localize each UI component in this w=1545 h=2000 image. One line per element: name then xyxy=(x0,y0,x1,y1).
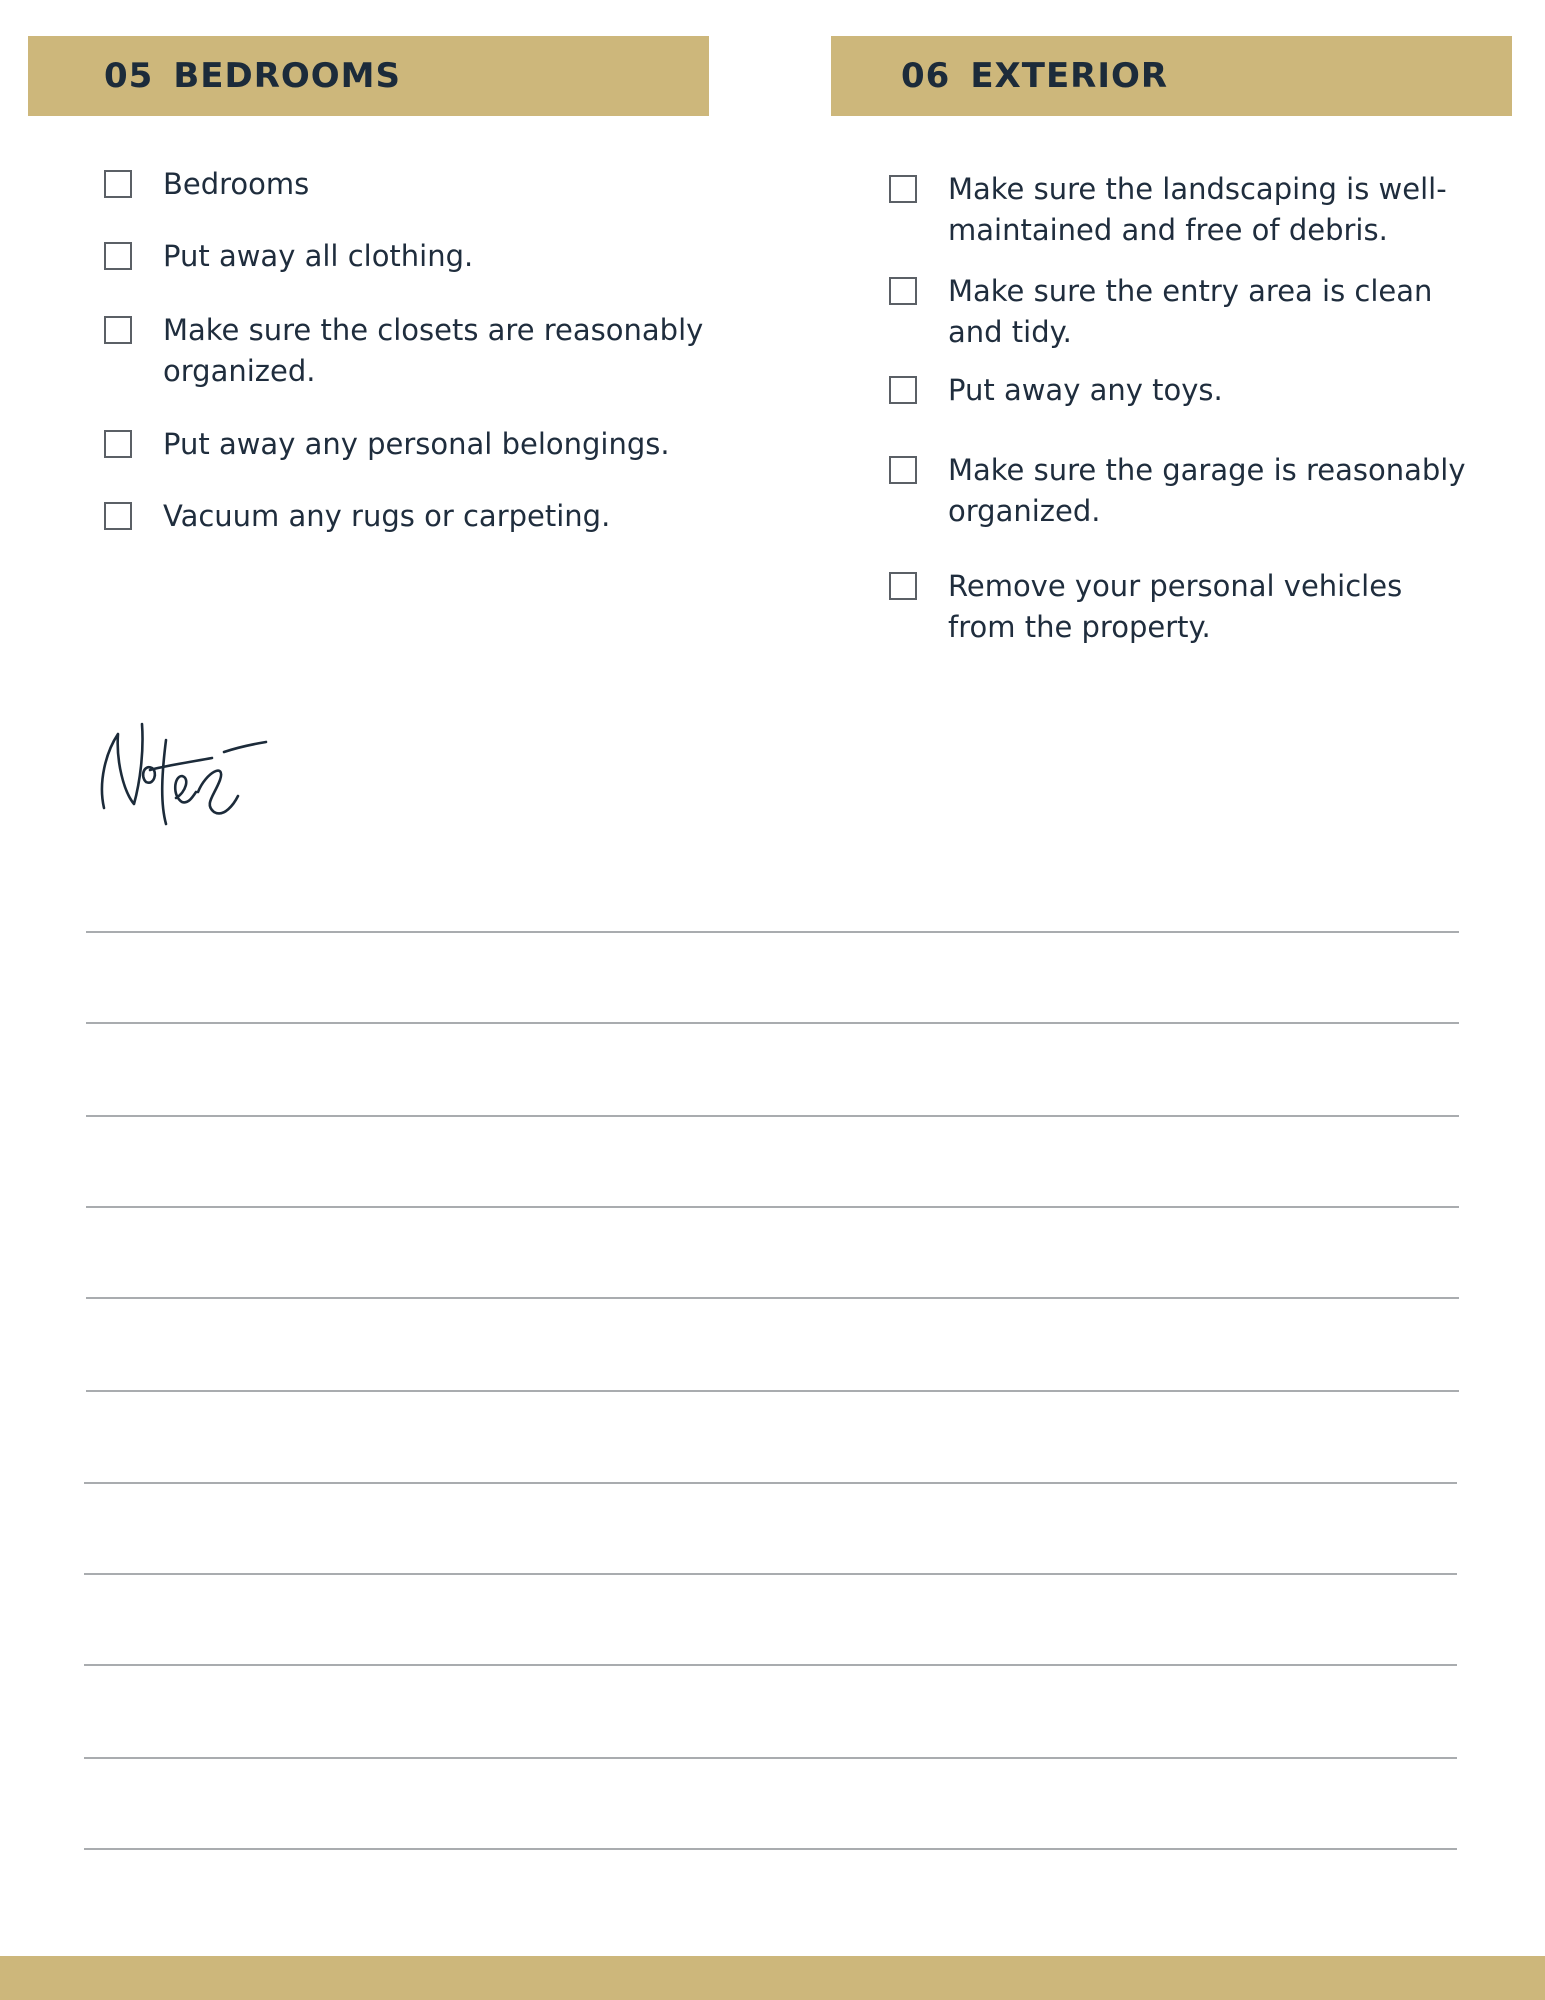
checklist-item-label: Make sure the entry area is clean and tidy. xyxy=(948,274,1433,349)
note-line xyxy=(84,1757,1457,1759)
checkbox[interactable] xyxy=(889,456,917,484)
checklist-item xyxy=(104,496,708,537)
checkbox[interactable] xyxy=(889,572,917,600)
checklist-item-label: Put away any personal belongings. xyxy=(163,427,670,461)
checkbox[interactable] xyxy=(104,170,132,198)
checklist-item xyxy=(104,424,708,465)
section-header-bedrooms xyxy=(28,36,709,116)
note-line xyxy=(84,1573,1457,1575)
checklist-item-label: Make sure the garage is reasonably organized. xyxy=(948,453,1466,528)
section-number: 05 xyxy=(104,56,154,96)
notes-title xyxy=(94,712,274,832)
checklist-item-label: Bedrooms xyxy=(163,167,310,201)
section-number: 06 xyxy=(901,56,951,96)
checkbox[interactable] xyxy=(889,277,917,305)
note-line xyxy=(84,1664,1457,1666)
checklist-item xyxy=(889,566,1468,648)
checklist-item xyxy=(104,236,708,277)
checklist-item xyxy=(889,169,1468,251)
checkbox[interactable] xyxy=(104,430,132,458)
section-header-exterior xyxy=(831,36,1512,116)
checklist-item-label: Make sure the closets are reasonably organized. xyxy=(163,313,704,388)
checklist-item-label: Vacuum any rugs or carpeting. xyxy=(163,499,611,533)
section-title: EXTERIOR xyxy=(970,56,1169,96)
checkbox[interactable] xyxy=(889,175,917,203)
note-line xyxy=(84,1848,1457,1850)
note-line xyxy=(86,1022,1459,1024)
checklist-item-label: Put away all clothing. xyxy=(163,239,474,273)
checkbox[interactable] xyxy=(104,242,132,270)
checklist-item xyxy=(889,370,1468,411)
note-line xyxy=(86,1206,1459,1208)
checkbox[interactable] xyxy=(104,316,132,344)
checkbox[interactable] xyxy=(889,376,917,404)
checklist-item xyxy=(889,450,1468,532)
note-line xyxy=(86,1297,1459,1299)
footer-bar xyxy=(0,1956,1545,2000)
note-line xyxy=(86,931,1459,933)
checkbox[interactable] xyxy=(104,502,132,530)
checklist-item xyxy=(104,310,708,392)
checklist-item xyxy=(889,271,1468,353)
section-title: BEDROOMS xyxy=(173,56,401,96)
checklist-item-label: Remove your personal vehicles from the property. xyxy=(948,569,1403,644)
checklist-item-label: Put away any toys. xyxy=(948,373,1223,407)
checklist-item-label: Make sure the landscaping is well-maintained and free of debris. xyxy=(948,172,1447,247)
note-line xyxy=(84,1482,1457,1484)
note-line xyxy=(86,1115,1459,1117)
note-line xyxy=(86,1390,1459,1392)
checklist-item xyxy=(104,164,708,205)
